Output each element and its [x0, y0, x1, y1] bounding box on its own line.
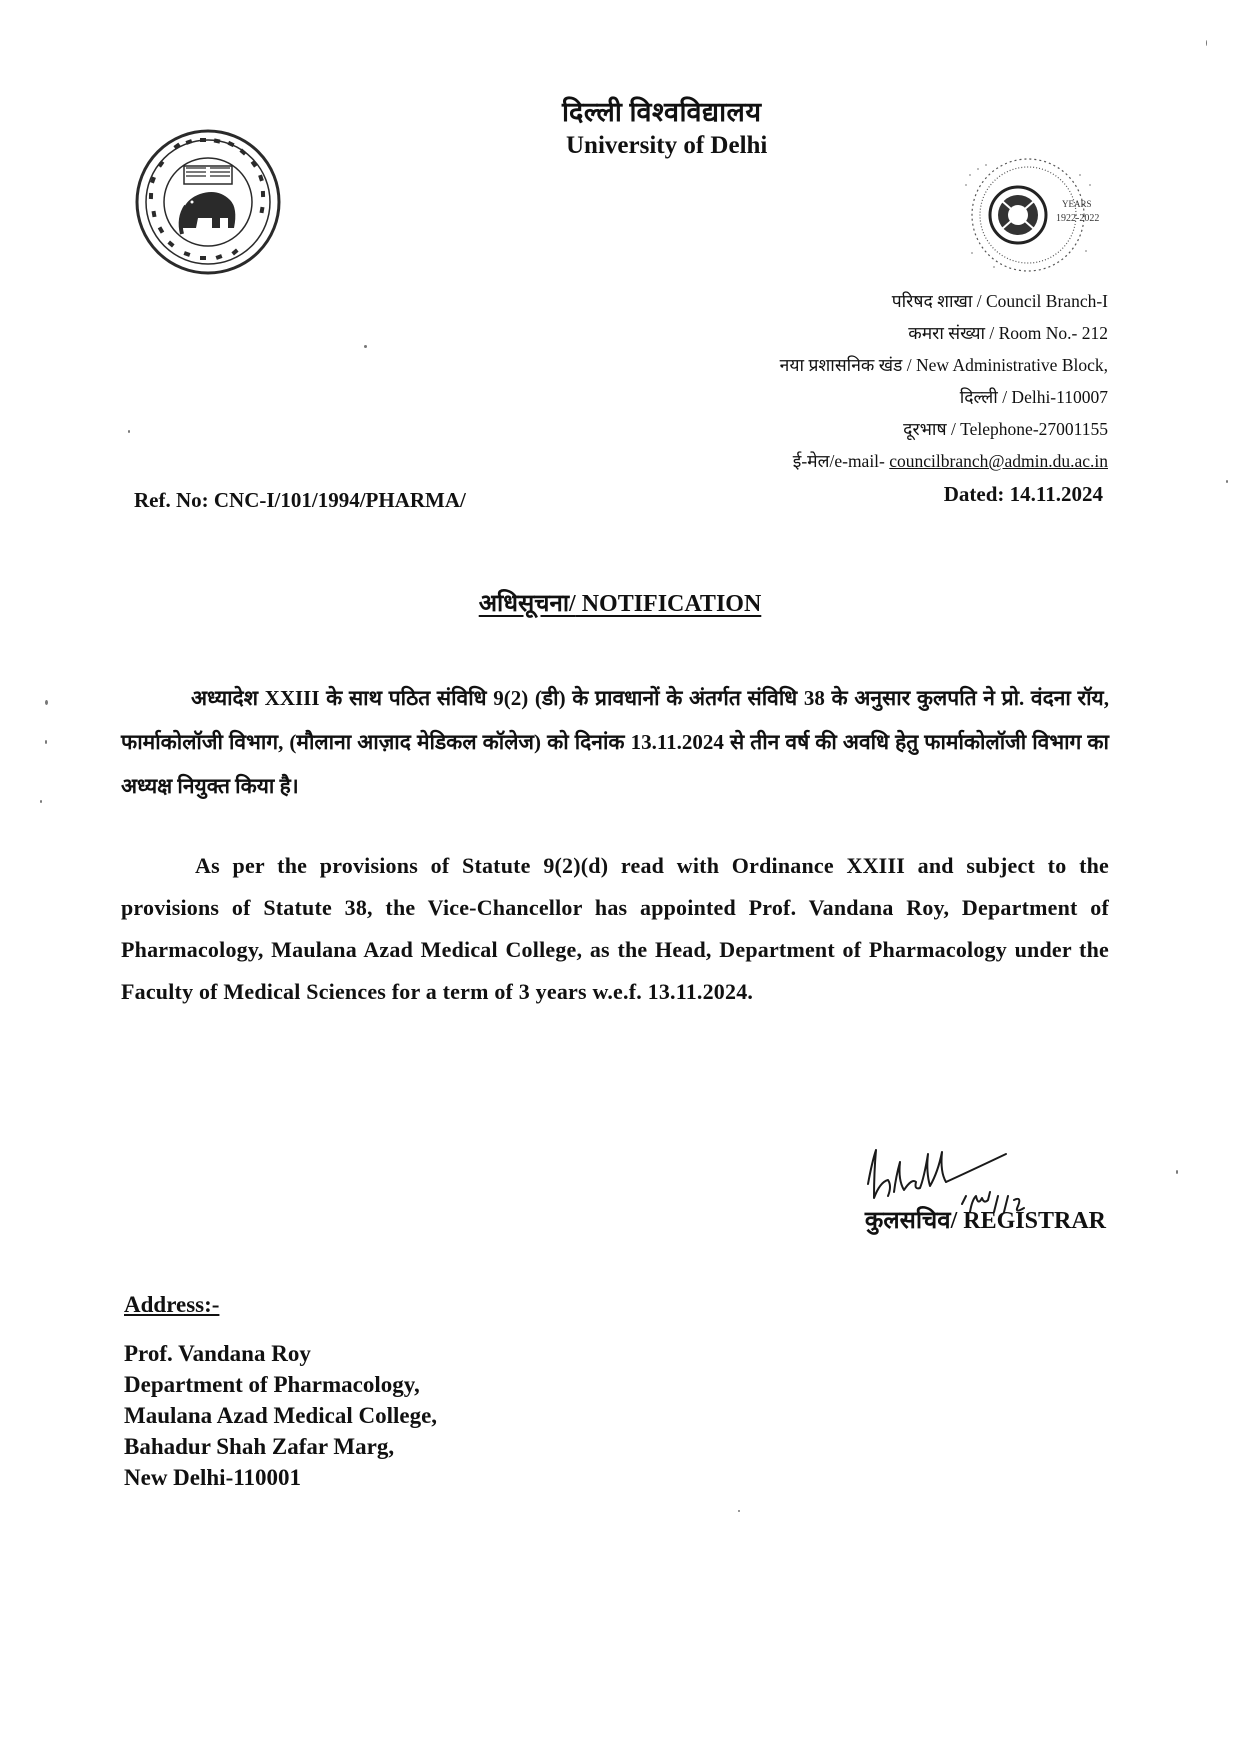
- scan-speck: [1206, 40, 1207, 46]
- seal-text-years: YEARS: [1062, 199, 1092, 209]
- university-name-hindi: दिल्ली विश्वविद्यालय: [562, 97, 762, 127]
- scan-speck: [128, 430, 130, 433]
- address-line-college: Maulana Azad Medical College,: [124, 1403, 438, 1428]
- scan-speck: [738, 1510, 740, 1512]
- scan-speck: [40, 800, 42, 803]
- office-city: दिल्ली / Delhi-110007: [959, 387, 1108, 407]
- notification-body-hindi: अध्यादेश XXIII के साथ पठित संविधि 9(2) (डी) के प्रावधानों के अंतर्गत संविधि 38 के अनुसार कुलपति ने प्रो. वंदना रॉय, फार्माकोलॉजी विभाग, (मौलाना आज़ाद मेडिकल कॉलेज) को दिनांक 13.11.2024 से तीन वर्ष की अवधि हेतु फार्माकोलॉजी विभाग का अध्यक्ष नियुक्त किया है।: [121, 686, 1109, 798]
- office-room: कमरा संख्या / Room No.- 212: [908, 323, 1108, 343]
- scan-speck: [364, 345, 367, 348]
- seal-text-years-range: 1922-2022: [1056, 213, 1100, 224]
- office-email-label: ई-मेल/e-mail-: [792, 451, 890, 471]
- scan-speck: [45, 740, 47, 744]
- address-line-street: Bahadur Shah Zafar Marg,: [124, 1434, 395, 1459]
- university-emblem-seal: [134, 128, 282, 276]
- notification-title-english: NOTIFICATION: [575, 591, 762, 617]
- centenary-seal: [930, 155, 1110, 275]
- office-address-block: [780, 285, 1108, 477]
- date-of-issue: Dated: 14.11.2024: [943, 482, 1103, 506]
- office-telephone: दूरभाष / Telephone-27001155: [903, 419, 1108, 439]
- scan-speck: [1176, 1170, 1178, 1174]
- office-block: नया प्रशासनिक खंड / New Administrative Block,: [779, 355, 1108, 375]
- scan-speck: [45, 700, 48, 705]
- office-email-line: [780, 445, 1108, 477]
- registrar-designation: कुलसचिव/ REGISTRAR: [864, 1208, 1106, 1234]
- recipient-address: [124, 1338, 437, 1493]
- office-email-link[interactable]: councilbranch@admin.du.ac.in: [889, 451, 1108, 471]
- address-heading: Address:-: [124, 1292, 220, 1317]
- notification-title-hindi: अधिसूचना/: [478, 591, 576, 617]
- reference-number: Ref. No: CNC-I/101/1994/PHARMA/: [134, 488, 466, 512]
- notification-title: [0, 586, 1240, 619]
- scan-speck: [1226, 480, 1228, 483]
- university-name-english: University of Delhi: [566, 132, 768, 159]
- address-line-city: New Delhi-110001: [124, 1465, 301, 1490]
- notification-body-english: As per the provisions of Statute 9(2)(d) read with Ordinance XXIII and subject to the provisions of Statute 38, the Vice-Chancellor has appointed Prof. Vandana Roy, Department of Pharmacology, Maulana Azad Medical College, as the Head, Department of Pharmacology under the Faculty of Medical Sciences for a term of 3 years w.e.f. 13.11.2024.: [121, 853, 1109, 1004]
- address-line-name: Prof. Vandana Roy: [124, 1341, 311, 1366]
- address-line-department: Department of Pharmacology,: [124, 1372, 420, 1397]
- office-branch: परिषद शाखा / Council Branch-I: [891, 291, 1108, 311]
